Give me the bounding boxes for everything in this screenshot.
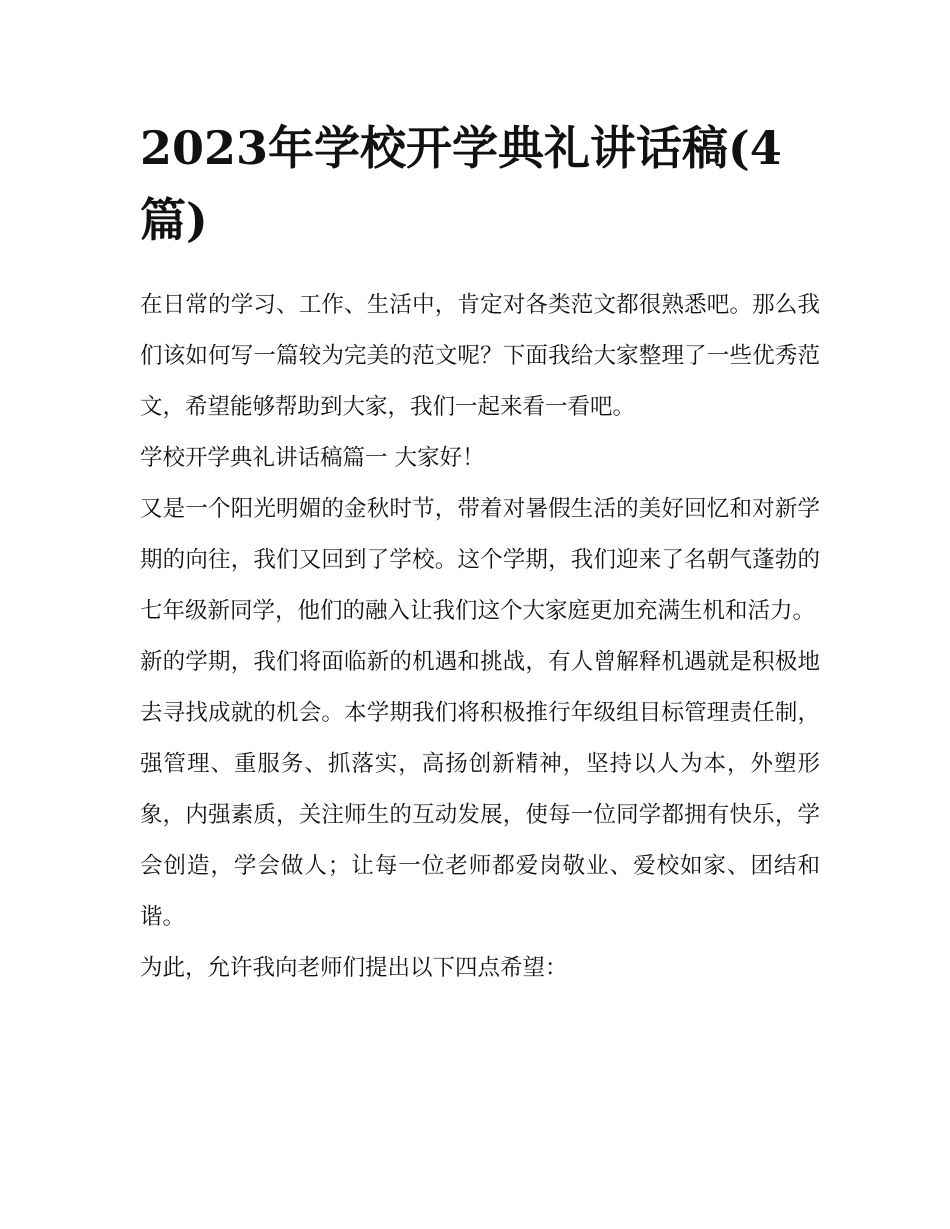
section-heading-paragraph: 学校开学典礼讲话稿篇一 大家好！: [140, 445, 485, 471]
body-paragraph-2: 新的学期，我们将面临新的机遇和挑战，有人曾解释机遇就是积极地去寻找成就的机会。本学期我们将积极推行年级组目标管理责任制，强管理、重服务、抓落实，高扬创新精神，坚持以人为本，外塑形象，内强素质，关注师生的互动发展，使每一位同学都拥有快乐，学会创造，学会做人；让每一位老师都爱岗敬业、爱校如家、团结和谐。: [140, 649, 820, 930]
body-paragraph-1: 又是一个阳光明媚的金秋时节，带着对暑假生活的美好回忆和对新学期的向往，我们又回到了学校。这个学期，我们迎来了名朝气蓬勃的七年级新同学，他们的融入让我们这个大家庭更加充满生机和活力。: [140, 496, 820, 624]
document-title: 2023年学校开学典礼讲话稿(4篇): [140, 121, 782, 247]
body-paragraph-3: 为此，允许我向老师们提出以下四点希望：: [140, 955, 568, 981]
intro-paragraph: 在日常的学习、工作、生活中，肯定对各类范文都很熟悉吧。那么我们该如何写一篇较为完美的范文呢？下面我给大家整理了一些优秀范文，希望能够帮助到大家，我们一起来看一看吧。: [140, 292, 820, 420]
document-page: [140, 112, 820, 994]
